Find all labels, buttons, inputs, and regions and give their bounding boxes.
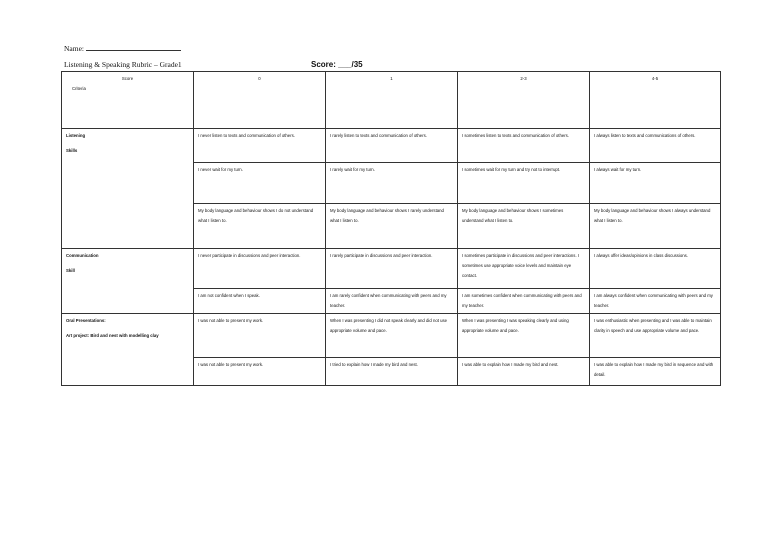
rubric-cell: I rarely listen to texts and communication of others. <box>326 129 458 163</box>
rubric-cell: I always listen to texts and communications of others. <box>590 129 721 163</box>
table-row <box>62 204 721 249</box>
rubric-cell: When I was presenting I did not speak clearly and did not use appropriate volume and pace. <box>326 314 458 358</box>
criteria-subtitle: Skills <box>66 148 78 153</box>
rubric-table <box>61 71 721 386</box>
criteria-subtitle: Skill <box>66 268 75 273</box>
rubric-cell: I was not able to present my work. <box>194 358 326 386</box>
header-criteria-label: Criteria <box>72 86 86 91</box>
rubric-cell: I am not confident when I speak. <box>194 289 326 314</box>
table-row <box>62 358 721 386</box>
table-row <box>62 163 721 204</box>
criteria-cell-empty <box>62 204 194 249</box>
name-label: Name: <box>64 44 84 53</box>
name-blank-line <box>86 44 181 51</box>
rubric-cell: My body language and behaviour shows I do not understand what I listen to. <box>194 204 326 249</box>
rubric-cell: My body language and behaviour shows I rarely understand what I listen to. <box>326 204 458 249</box>
table-row <box>62 314 721 358</box>
rubric-cell: I am always confident when communicating with peers and my teacher. <box>590 289 721 314</box>
header-level-0: 0 <box>194 72 326 129</box>
rubric-cell: I rarely wait for my turn. <box>326 163 458 204</box>
rubric-cell: I never participate in discussions and peer interaction. <box>194 249 326 289</box>
table-row <box>62 249 721 289</box>
rubric-cell: I was not able to present my work. <box>194 314 326 358</box>
criteria-title: Oral Presentations: <box>66 318 106 323</box>
rubric-cell: I was able to explain how I made my bird and nest. <box>458 358 590 386</box>
criteria-cell-listening <box>62 129 194 163</box>
rubric-cell: I was able to explain how I made my bird in sequence and with detail. <box>590 358 721 386</box>
name-field <box>64 44 181 53</box>
rubric-cell: My body language and behaviour shows I always understand what I listen to. <box>590 204 721 249</box>
rubric-cell: I never listen to texts and communication of others. <box>194 129 326 163</box>
header-score-label: Score <box>121 76 134 81</box>
header-level-1: 1 <box>326 72 458 129</box>
rubric-title: Listening & Speaking Rubric – Grade1 <box>64 60 182 69</box>
header-score-criteria-cell <box>62 72 194 129</box>
criteria-cell-empty <box>62 163 194 204</box>
table-row <box>62 129 721 163</box>
criteria-cell-oral-presentations <box>62 314 194 358</box>
rubric-cell: I never wait for my turn. <box>194 163 326 204</box>
criteria-cell-empty <box>62 358 194 386</box>
header-level-2: 2-3 <box>458 72 590 129</box>
rubric-cell: I was enthusiastic when presenting and I was able to maintain clarity in speech and use appropriate volume and pace. <box>590 314 721 358</box>
rubric-cell: I am rarely confident when communicating with peers and my teacher. <box>326 289 458 314</box>
criteria-cell-communication <box>62 249 194 289</box>
rubric-cell: I sometimes listen to texts and communication of others. <box>458 129 590 163</box>
criteria-subtitle: Art project: Bird and nest with modelling clay <box>66 333 159 338</box>
rubric-cell: When I was presenting I was speaking clearly and using appropriate volume and pace. <box>458 314 590 358</box>
score-total: Score: ___/35 <box>311 60 363 69</box>
rubric-cell: I am sometimes confident when communicating with peers and my teacher. <box>458 289 590 314</box>
table-header-row <box>62 72 721 129</box>
rubric-cell: My body language and behaviour shows I sometimes understand what I listen to. <box>458 204 590 249</box>
rubric-cell: I rarely participate in discussions and peer interaction. <box>326 249 458 289</box>
rubric-cell: I sometimes participate in discussions and peer interactions. I sometimes use appropriate voice levels and maintain eye contact. <box>458 249 590 289</box>
criteria-title: Communication <box>66 253 99 258</box>
table-row <box>62 289 721 314</box>
rubric-cell: I always offer ideas/opinions in class discussions. <box>590 249 721 289</box>
rubric-cell: I tried to explain how I made my bird and nest. <box>326 358 458 386</box>
rubric-cell: I sometimes wait for my turn and try not to interrupt. <box>458 163 590 204</box>
header-level-3: 4-5 <box>590 72 721 129</box>
criteria-title: Listening <box>66 133 86 138</box>
rubric-cell: I always wait for my turn. <box>590 163 721 204</box>
criteria-cell-empty <box>62 289 194 314</box>
